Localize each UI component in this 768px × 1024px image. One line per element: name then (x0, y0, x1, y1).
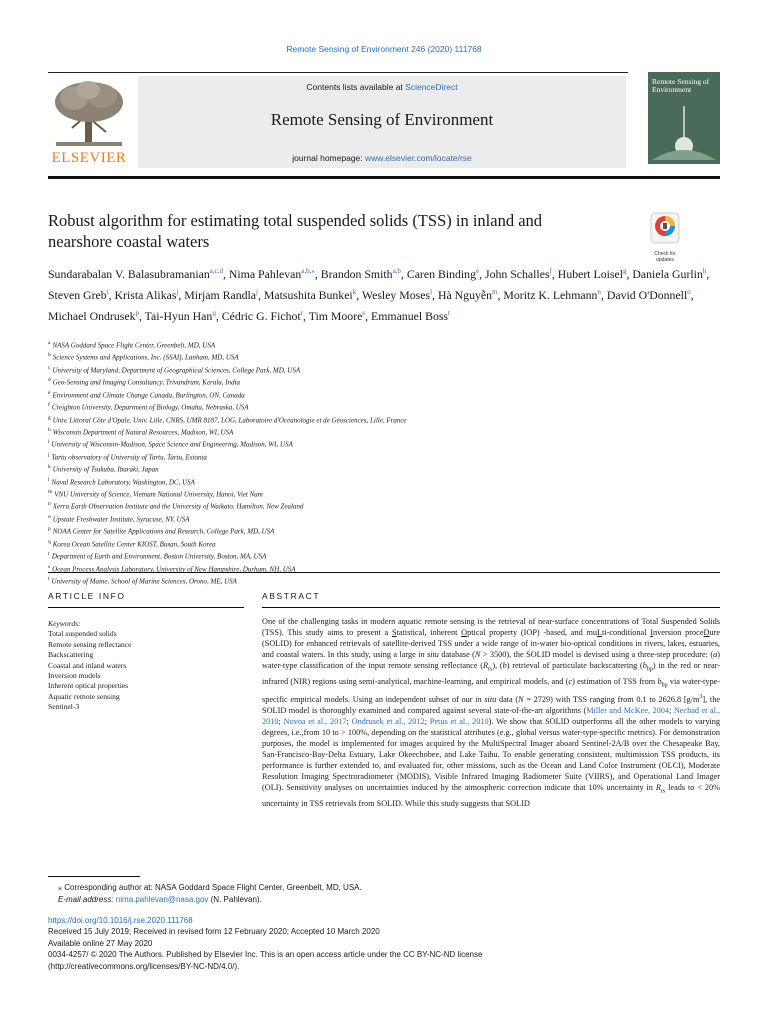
affiliation-letter: h (48, 426, 51, 433)
affiliation-text: Creighton University, Department of Biology, Omaha, Nebraska, USA (51, 403, 249, 412)
author-affiliation-marker[interactable]: s (362, 308, 366, 317)
journal-name: Remote Sensing of Environment (270, 110, 494, 129)
affiliation-item (48, 338, 720, 350)
author-name[interactable]: Hà Nguyễn (437, 287, 493, 302)
author-name[interactable]: John Schalles (484, 266, 550, 281)
author-affiliation-marker[interactable]: q (212, 308, 216, 317)
author-name[interactable]: Tim Moore (308, 308, 363, 323)
available-online: Available online 27 May 2020 (48, 938, 153, 948)
affiliation-item (48, 462, 720, 474)
affiliation-item (48, 512, 720, 524)
email-line (58, 894, 718, 906)
author-affiliation-marker[interactable]: j (176, 287, 179, 296)
author-name[interactable]: Wesley Moses (361, 287, 431, 302)
author-affiliation-marker[interactable]: j (256, 287, 258, 296)
affiliation-text: Upstate Freshwater Institute, Syracuse, NY, USA (52, 515, 190, 524)
affiliation-text: Environment and Climate Change Canada, Burlington, ON, Canada (52, 391, 245, 400)
affiliation-item (48, 499, 720, 511)
keywords-heading: Keywords: (48, 619, 81, 628)
affiliation-text: Geo-Sensing and Imaging Consultancy, Trivandrum, Kerala, India (52, 378, 240, 387)
doi-link[interactable]: https://doi.org/10.1016/j.rse.2020.111768 (48, 916, 193, 925)
affiliation-letter: b (48, 352, 51, 359)
affiliation-list (48, 338, 720, 586)
author-name[interactable]: Steven Greb (48, 287, 107, 302)
affiliation-letter: o (48, 513, 51, 520)
elsevier-tree-icon (50, 78, 128, 150)
affiliation-item (48, 363, 720, 375)
crossmark-label: Check for updates (654, 251, 676, 263)
journal-masthead (48, 72, 628, 172)
author-name[interactable]: Matsushita Bunkei (263, 287, 353, 302)
article-info-heading: ARTICLE INFO (48, 591, 126, 601)
affiliation-text: Xerra Earth Observation Institute and the University of Waikato, Hamilton, New Zealand (52, 502, 304, 511)
affiliation-item (48, 425, 720, 437)
affiliation-letter: g (48, 414, 51, 421)
author-affiliation-marker[interactable]: t (448, 308, 450, 317)
affiliation-item (48, 350, 720, 362)
author-name[interactable]: Caren Binding (406, 266, 476, 281)
author-name[interactable]: Daniela Gurlin (632, 266, 703, 281)
affiliation-text: NOAA Center for Satellite Applications and Research, College Park, MD, USA (52, 527, 275, 536)
author-list: Sundarabalan V. Balasubramanian$^{a,c,d}$, Nima Pahlevan$^{a,b,⁎}$, Brandon Smith$^{a,b}$, Caren Binding$^e$, John Schalles$^f$, Hubert Loisel$^g$, Daniela Gurlin$^h$, Steven Greb$^i$, Krista Alikas$^j$, Mirjam Randla$^j$, Matsushita Bunkei$^k$, Wesley Moses$^l$, Hà Nguyễn$^m$, Moritz K. Lehmann$^n$, David O'Donnell$^o$, Michael Ondrusek$^p$, Tai-Hyun Han$^q$, Cédric G. Fichot$^r$, Tim Moore$^s$, Emmanuel Boss$^t$ (48, 266, 710, 323)
author-name[interactable]: Cédric G. Fichot (221, 308, 301, 323)
email-label: E-mail address: (58, 894, 116, 904)
section-separator (48, 572, 720, 573)
author-name[interactable]: Emmanuel Boss (371, 308, 449, 323)
affiliation-item (48, 375, 720, 387)
affiliation-item (48, 487, 720, 499)
affiliation-letter: p (48, 526, 51, 533)
keyword-item: Inherent optical properties (48, 681, 129, 691)
affiliation-item (48, 475, 720, 487)
author-affiliation-marker[interactable]: e (475, 267, 480, 275)
affiliation-text: University of Maryland, Department of Geographical Sciences, College Park, MD, USA (52, 366, 301, 375)
masthead-top-rule (48, 72, 628, 73)
author-affiliation-marker[interactable]: a,c,d (209, 267, 223, 275)
author-name[interactable]: Nima Pahlevan (228, 266, 302, 281)
received-dates: Received 15 July 2019; Received in revised form 12 February 2020; Accepted 10 March 2020 (48, 927, 380, 937)
affiliation-item (48, 574, 720, 586)
affiliation-letter: l (48, 476, 50, 483)
author-affiliation-marker[interactable]: n (597, 287, 601, 296)
license-line-2: (http://creativecommons.org/licenses/BY-NC-ND/4.0/). (48, 961, 240, 971)
affiliation-item (48, 549, 720, 561)
cover-title: Remote Sensing of Environment (652, 77, 710, 94)
affiliation-text: NASA Goddard Space Flight Center, Greenbelt, MD, USA (52, 341, 216, 350)
affiliation-letter: a (48, 340, 51, 346)
author-name[interactable]: Tai-Hyun Han (144, 308, 213, 323)
affiliation-letter: f (48, 402, 50, 409)
affiliation-item (48, 524, 720, 536)
keyword-item: Coastal and inland waters (48, 660, 127, 670)
affiliation-letter: n (48, 501, 51, 508)
corresponding-author: ⁎ Corresponding author at: NASA Goddard Space Flight Center, Greenbelt, MD, USA. (58, 883, 362, 892)
keyword-item: Aquatic remote sensing (48, 691, 120, 701)
affiliation-letter: r (48, 551, 50, 558)
affiliation-letter: k (48, 464, 51, 471)
contents-line (138, 82, 626, 92)
author-name[interactable]: Brandon Smith (320, 266, 393, 281)
author-affiliation-marker[interactable]: m (492, 287, 498, 296)
affiliation-item (48, 537, 720, 549)
affiliation-item (48, 388, 720, 400)
author-affiliation-marker[interactable]: f (549, 267, 552, 275)
affiliation-text: Naval Research Laboratory, Washington, DC, USA (51, 477, 195, 486)
author-affiliation-marker[interactable]: a,b (392, 267, 401, 275)
homepage-prefix: journal homepage: (292, 153, 365, 163)
affiliation-letter: t (48, 576, 50, 583)
crossmark-icon (650, 212, 680, 244)
affiliation-text: Department of Earth and Environment, Boston University, Boston, MA, USA (51, 552, 267, 561)
affiliation-text: University of Maine, School of Marine Sciences, Orono, ME, USA (51, 577, 237, 586)
masthead-bottom-rule (48, 176, 720, 179)
affiliation-text: Ocean Process Analysis Laboratory, University of New Hampshire, Durham, NH, USA (52, 564, 296, 573)
abstract-rule (262, 607, 720, 608)
affiliation-item (48, 400, 720, 412)
affiliation-letter: d (48, 377, 51, 384)
author-name[interactable]: Moritz K. Lehmann (503, 287, 598, 302)
keyword-item: Inversion models (48, 671, 101, 681)
author-name[interactable]: Sundarabalan V. Balasubramanian (48, 266, 210, 281)
affiliation-item (48, 450, 720, 462)
author-affiliation-marker[interactable]: p (135, 308, 139, 317)
affiliation-letter: e (48, 389, 51, 396)
affiliation-text: Tartu observatory of University of Tartu, Tartu, Estonia (51, 453, 207, 462)
author-affiliation-marker[interactable]: g (623, 267, 627, 275)
author-affiliation-marker[interactable]: o (687, 287, 691, 296)
author-name[interactable]: Michael Ondrusek (48, 308, 136, 323)
affiliation-text: Korea Ocean Satellite Center KIOST, Busan, South Korea (52, 540, 216, 549)
article-info-rule (48, 607, 244, 608)
affiliation-text: University of Tsukuba, Ibaraki, Japan (52, 465, 159, 474)
article-title: Robust algorithm for estimating total suspended solids (TSS) in inland and nearshore coastal waters (48, 211, 543, 251)
email-link[interactable]: nima.pahlevan@nasa.gov (115, 894, 209, 904)
affiliation-text: Univ. Littoral Côte d'Opale, Univ. Lille, CNRS, UMR 8187, LOG, Laboratoire d'Océanologie et de Géosciences, Lille, France (52, 415, 407, 424)
cover-art-icon (648, 102, 720, 164)
affiliation-item (48, 413, 720, 425)
masthead-box (138, 76, 626, 168)
author-affiliation-marker[interactable]: l (430, 287, 433, 296)
author-affiliation-marker[interactable]: a,b,⁎ (301, 267, 315, 275)
author-affiliation-marker[interactable]: i (106, 287, 109, 296)
abstract-text: One of the challenging tasks in modern aquatic remote sensing is the retrieval of near-surface concentrations of Total Suspended Solids (TSS). This study aims to present a Statistical, inherent Optical property (IOP) -based, and muLti-conditional Inversion proceDure (SOLID) for enhanced retrievals of satellite-derived TSS under a wide range of in-water bio-optical conditions in rivers, lakes, estuaries, and coastal waters. In this study, using a large in situ database (N > 3500), the SOLID model is devised using a three-step procedure: (a) water-type classification of the input remote sensing reflectance $(R_{rs})$, (b) retrieval of particulate backscattering $(b_{bp})$ in the red or near-infrared (NIR) regions using semi-analytical, machine-learning, and empirical models, and (c) estimation of TSS from $b_{bp}$ via water-type-specific empirical models. Using an independent subset of our in situ data (N = 2729) with TSS ranging from 0.1 to 2626.8 $[g/m^3]$, the SOLID model is thoroughly examined and compared against several state-of-the-art algorithms (Miller and McKee, 2004; Nechad et al., 2010; Novoa et al., 2017; Ondrusek et al., 2012; Petus et al., 2010). We show that SOLID outperforms all the other models to varying degrees, i.e.,from 10 to > 100%, depending on the statistical attributes (e.g., global versus water-type-specific metrics). For demonstration purposes, the model is implemented for images acquired by the MultiSpectral Imager aboard Sentinel-2A/B over the Chesapeake Bay, San-Francisco-Bay-Delta Estuary, Lake Okeechobee, and Lake Taihu. To enable generating consistent, multimission TSS products, its performance is further extended to, and evaluated for, other missions, such as the Ocean and Land Color Instrument (OLCI), Moderate Resolution Imaging Spectroradiometer (MODIS), Visible Infrared Imaging Radiometer Suite (VIIRS), and Operational Land Imager (OLI). Sensitivity analyses on uncertainties induced by the atmospheric correction indicate that 10% uncertainty in $R_{rs}$ leads to < 20% uncertainty in TSS retrievals from SOLID. While this study suggests that SOLID (262, 617, 721, 809)
author-affiliation-marker[interactable]: k (352, 287, 357, 296)
keywords-list (48, 629, 248, 712)
homepage-line (138, 153, 626, 163)
keyword-item: Backscattering (48, 650, 94, 660)
publication-info (48, 915, 720, 972)
author-name[interactable]: Hubert Loisel (557, 266, 623, 281)
homepage-link[interactable]: www.elsevier.com/locate/rse (365, 153, 472, 163)
author-affiliation-marker[interactable]: r (300, 308, 304, 317)
crossmark-badge[interactable] (648, 212, 682, 263)
affiliation-letter: i (48, 439, 50, 446)
affiliation-letter: m (48, 489, 53, 496)
affiliation-text: University of Wisconsin-Madison, Space Science and Engineering, Madison, WI, USA (51, 440, 293, 449)
affiliation-letter: q (48, 538, 51, 545)
license-line-1: 0034-4257/ © 2020 The Authors. Published by Elsevier Inc. This is an open access article under the CC BY-NC-ND license (48, 950, 483, 960)
journal-cover-image (648, 72, 720, 164)
keyword-item: Remote sensing reflectance (48, 639, 132, 649)
keyword-item: Sentinel-3 (48, 702, 80, 712)
abstract-heading: ABSTRACT (262, 591, 321, 601)
affiliation-text: Science Systems and Applications, Inc. (SSAI), Lanham, MD, USA (52, 353, 239, 362)
author-name[interactable]: David O'Donnell (606, 287, 688, 302)
author-affiliation-marker[interactable]: h (702, 267, 707, 275)
journal-citation[interactable]: Remote Sensing of Environment 246 (2020) 111768 (286, 44, 482, 54)
author-name[interactable]: Krista Alikas (114, 287, 177, 302)
keyword-item: Total suspended solids (48, 629, 117, 639)
sciencedirect-link[interactable]: ScienceDirect (405, 82, 458, 92)
contents-prefix: Contents lists available at (306, 82, 406, 92)
affiliation-text: Wisconsin Department of Natural Resources, Madison, WI, USA (52, 428, 234, 437)
corresponding-footnote (58, 882, 718, 905)
affiliation-letter: c (48, 364, 51, 371)
elsevier-logo: ELSEVIER (51, 150, 127, 166)
affiliation-text: VNU University of Science, Vietnam National University, Hanoi, Viet Nam (54, 490, 263, 499)
keywords-block (48, 619, 248, 713)
author-name[interactable]: Mirjam Randla (184, 287, 257, 302)
footnote-rule (48, 876, 140, 877)
affiliation-letter: j (48, 451, 50, 458)
affiliation-item (48, 437, 720, 449)
email-suffix: (N. Pahlevan). (208, 894, 262, 904)
affiliation-letter: s (48, 563, 51, 570)
